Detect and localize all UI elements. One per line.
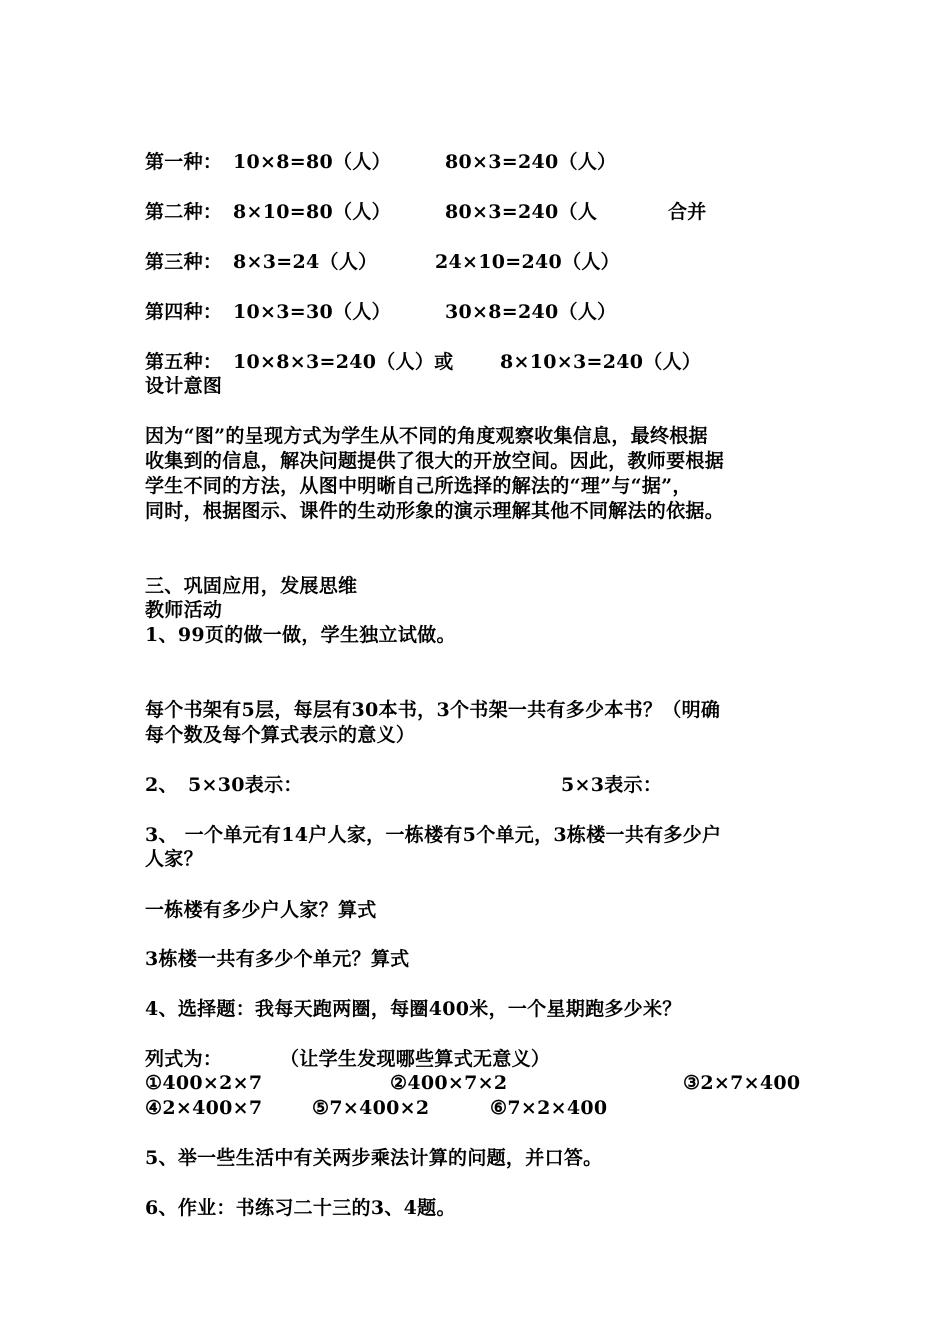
teacher-activity-heading: 教师活动 [145,599,223,621]
item-2-label: 2、 [145,774,178,796]
option-4: ④2×400×7 [145,1097,263,1119]
section3-heading: 三、巩固应用，发展思维 [145,575,358,597]
item-2-right: 5×3表示： [561,774,663,796]
design-text-line: 学生不同的方法，从图中明晰自己所选择的解法的“理”与“据”， [145,475,692,497]
option-3: ③2×7×400 [683,1072,801,1094]
formula-label: 列式为： [145,1048,223,1070]
item-3-line: 3、 一个单元有14户人家，一栋楼有5个单元，3栋楼一共有多少户 [145,824,722,846]
design-heading: 设计意图 [145,375,223,397]
option-5: ⑤7×400×2 [312,1097,430,1119]
method-label: 第四种： [145,301,223,323]
option-1: ①400×2×7 [145,1072,263,1094]
item-5: 5、举一些生活中有关两步乘法计算的问题，并口答。 [145,1147,603,1169]
method-step1: 10×3=30（人） [233,301,391,323]
method-note: 合并 [668,201,707,223]
method-step1: 10×8×3=240（人）或 [233,351,454,373]
method-step2: 30×8=240（人） [445,301,617,323]
item-6: 6、作业：书练习二十三的3、4题。 [145,1197,456,1219]
design-text-line: 同时，根据图示、课件的生动形象的演示理解其他不同解法的依据。 [145,500,725,522]
method-step1: 8×3=24（人） [233,251,378,273]
method-step2: 24×10=240（人） [435,251,620,273]
option-6: ⑥7×2×400 [490,1097,608,1119]
method-step2: 80×3=240（人） [445,151,617,173]
item-1: 1、99页的做一做，学生独立试做。 [145,624,456,646]
item-2-left: 5×30表示： [188,774,303,796]
method-step1: 10×8=80（人） [233,151,391,173]
item-3-line: 人家？ [145,848,203,870]
method-label: 第一种： [145,151,223,173]
method-label: 第三种： [145,251,223,273]
design-text-line: 因为“图”的呈现方式为学生从不同的角度观察收集信息，最终根据 [145,425,708,447]
method-label: 第五种： [145,351,223,373]
formula-hint: （让学生发现哪些算式无意义） [280,1048,551,1070]
method-step2: 8×10×3=240（人） [500,351,702,373]
design-text-line: 收集到的信息，解决问题提供了很大的开放空间。因此，教师要根据 [145,450,725,472]
method-step2: 80×3=240（人 [445,201,598,223]
item-4: 4、选择题：我每天跑两圈，每圈400米，一个星期跑多少米？ [145,998,682,1020]
bookshelf-line: 每个书架有5层，每层有30本书，3个书架一共有多少本书？（明确 [145,699,721,721]
method-label: 第二种： [145,201,223,223]
bookshelf-line: 每个数及每个算式表示的意义） [145,724,416,746]
method-step1: 8×10=80（人） [233,201,391,223]
question-2: 3栋楼一共有多少个单元？算式 [145,948,410,970]
option-2: ②400×7×2 [390,1072,508,1094]
question-1: 一栋楼有多少户人家？算式 [145,899,377,921]
